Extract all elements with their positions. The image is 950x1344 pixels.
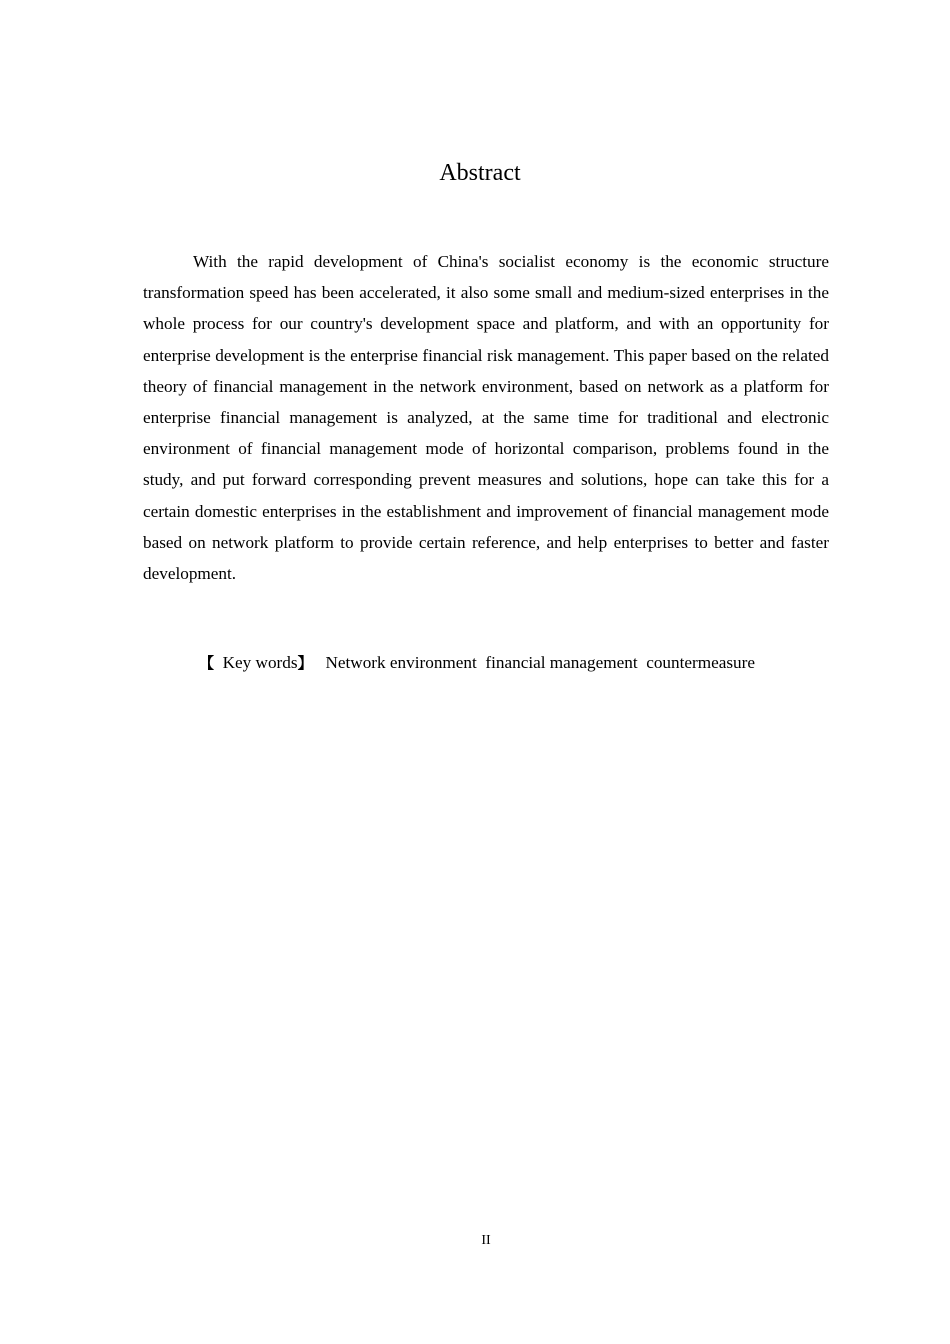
keyword-term: financial management [485,653,638,672]
abstract-paragraph: With the rapid development of China's socialist economy is the economic structure transformation speed has been accelerated, it also some small and medium-sized enterprises in the whole process for our country's development space and platform, and with an opportunity for enterprise development is the enterprise financial risk management. This paper based on the related theory of financial management in the network environment, based on network as a platform for enterprise financial management is analyzed, at the same time for traditional and electronic environment of financial management mode of horizontal comparison, problems found in the study, and put forward corresponding prevent measures and solutions, hope can take this for a certain domestic enterprises in the establishment and improvement of financial management mode based on network platform to provide certain reference, and help enterprises to better and faster development. [143,252,829,584]
page-title: Abstract [439,160,521,186]
keywords-line [199,649,755,677]
page-number: II [481,1233,491,1248]
keywords-open-bracket: 【 [199,654,215,672]
keyword-term: countermeasure [646,653,756,672]
keywords-label: Key words [222,653,298,672]
keyword-term: Network environment [325,653,477,672]
keywords-close-bracket: 】 [297,654,313,672]
